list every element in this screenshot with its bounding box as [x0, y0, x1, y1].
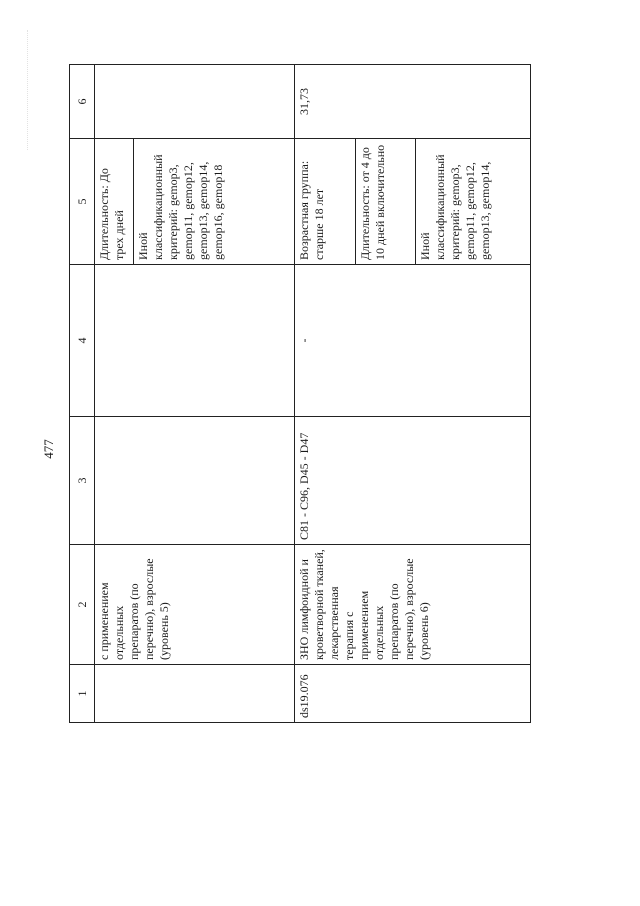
row-service [95, 265, 295, 417]
criterion: Иной классификационный критерий: gemop3, gemop11, gemop12, gemop13, gemop14, [417, 154, 492, 260]
column-header: 2 [70, 545, 95, 665]
row-coefficient: 31,73 [295, 65, 531, 139]
page-number: 477 [41, 439, 56, 459]
row-diagnosis: C81 - C96, D45 - D47 [295, 417, 531, 545]
criterion: Возрастная группа: старше 18 лет [295, 139, 355, 264]
row-name: с применением отдельных препаратов (по перечню), взрослые (уровень 5) [95, 545, 295, 665]
row-coefficient [95, 65, 295, 139]
row-criteria [95, 139, 295, 265]
column-header: 5 [70, 139, 95, 265]
criterion: Длительность: от 4 до 10 дней включительно [355, 139, 415, 264]
column-header: 1 [70, 665, 95, 723]
table-row [95, 65, 295, 723]
criteria-list [295, 139, 530, 264]
scan-artifact [27, 30, 40, 150]
column-header: 4 [70, 265, 95, 417]
row-name: ЗНО лимфоидной и кроветворной тканей, лекарственная терапия с применением отдельных препаратов (по перечню), взрослые (уровень 6) [295, 545, 531, 665]
criterion: Иной классификационный критерий: gemop3, gemop11, gemop12, gemop13, gemop14, gemop16, gemop18 [135, 154, 225, 260]
tariff-table [69, 64, 531, 723]
criterion: Длительность: До трех дней [95, 139, 133, 264]
row-code [95, 665, 295, 723]
row-criteria [295, 139, 531, 265]
column-header: 6 [70, 65, 95, 139]
criteria-list [95, 139, 294, 264]
row-code: ds19.076 [295, 665, 531, 723]
header-row [70, 65, 95, 723]
tariff-table-sheet [69, 65, 531, 723]
row-diagnosis [95, 417, 295, 545]
column-header: 3 [70, 417, 95, 545]
table-row [295, 65, 531, 723]
row-service: - [295, 265, 531, 417]
